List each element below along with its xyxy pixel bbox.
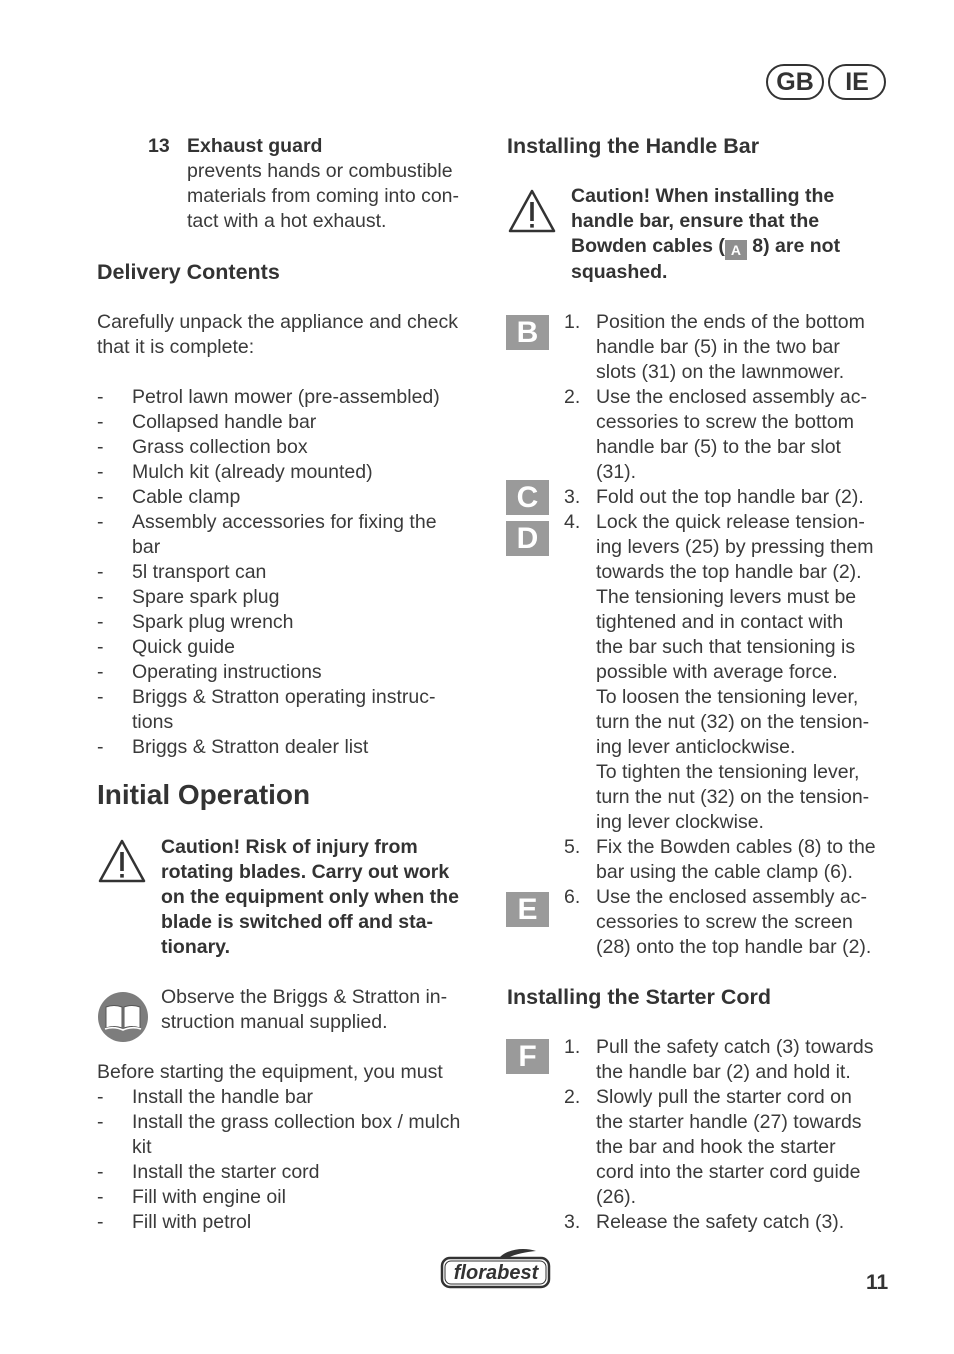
list-item: - Install the handle bar <box>97 1085 487 1110</box>
list-item: 2. Slowly pull the starter cord on the starter handle (27) towards the bar and hook the starter cord into the starter cord guide (26). <box>564 1086 862 1208</box>
florabest-logo <box>440 1248 552 1290</box>
figure-d-badge: D <box>506 521 549 556</box>
bowden-warning-text: Caution! When installing the handle bar, ensure that the Bowden cables ( A 8) are not squashed. <box>571 185 841 283</box>
item-description: prevents hands or combustible materials from coming into con- tact with a hot exhaust. <box>187 160 460 232</box>
list-item: - Fill with petrol <box>97 1210 487 1235</box>
initial-operation-heading: Initial Operation <box>97 779 311 810</box>
svg-text:florabest: florabest <box>453 1262 539 1284</box>
figure-a-badge: A <box>725 240 747 260</box>
list-item: - Install the grass collection box / mulch kit <box>97 1110 487 1160</box>
list-item: - Spare spark plug <box>97 585 487 610</box>
list-item: - 5l transport can <box>97 560 487 585</box>
list-item: - Quick guide <box>97 635 487 660</box>
warning-icon <box>97 838 147 884</box>
figure-e-badge: E <box>506 892 549 927</box>
list-item: - Mulch kit (already mounted) <box>97 460 487 485</box>
list-item: - Assembly accessories for fixing the bar <box>97 510 487 560</box>
starter-cord-steps <box>564 1035 904 1235</box>
delivery-intro: Carefully unpack the appliance and check that it is complete: <box>97 311 458 358</box>
list-item: - Cable clamp <box>97 485 487 510</box>
list-item: 2. Use the enclosed assembly ac- cessories to screw the bottom handle bar (5) to the bar slot (31). <box>564 386 867 483</box>
manual-book-icon <box>97 991 149 1043</box>
warning-icon <box>507 188 557 234</box>
list-item: 5. Fix the Bowden cables (8) to the bar using the cable clamp (6). <box>564 836 876 883</box>
list-item: 4. Lock the quick release tension- ing levers (25) by pressing them towards the top handle bar (2). The tensioning levers must be tightened and in contact with the bar such that tensioning is possible with average force. To loosen the tensioning lever, turn the nut (32) on the tension- ing lever anticlockwise. To tighten the tensioning lever, turn the nut (32) on the tension- ing lever clockwise. <box>564 511 874 833</box>
page-number: 11 <box>866 1271 889 1294</box>
manual-note: Observe the Briggs & Stratton in- struction manual supplied. <box>161 986 448 1033</box>
list-item: - Collapsed handle bar <box>97 410 487 435</box>
item-number: 13 <box>148 135 170 157</box>
figure-f-badge: F <box>506 1039 549 1074</box>
list-item: 3. Release the safety catch (3). <box>564 1211 845 1233</box>
language-badges <box>766 64 886 100</box>
handle-bar-steps <box>564 310 904 960</box>
preparation-list <box>97 1085 487 1235</box>
delivery-heading: Delivery Contents <box>97 260 280 284</box>
handle-bar-heading: Installing the Handle Bar <box>507 134 760 158</box>
list-item: - Operating instructions <box>97 660 487 685</box>
figure-c-badge: C <box>506 480 549 515</box>
list-item: - Briggs & Stratton dealer list <box>97 735 487 760</box>
list-item: 6. Use the enclosed assembly ac- cessories to screw the screen (28) onto the top handle bar (2). <box>564 886 872 958</box>
delivery-list <box>97 385 487 760</box>
list-item: - Petrol lawn mower (pre-assembled) <box>97 385 487 410</box>
lang-badge-gb: GB <box>766 64 824 100</box>
list-item: - Fill with engine oil <box>97 1185 487 1210</box>
before-starting-text: Before starting the equipment, you must <box>97 1061 443 1083</box>
starter-cord-heading: Installing the Starter Cord <box>507 985 772 1009</box>
item-title: Exhaust guard <box>187 135 323 157</box>
list-item: - Briggs & Stratton operating instruc- tions <box>97 685 487 735</box>
figure-b-badge: B <box>506 315 549 350</box>
list-item: 1. Pull the safety catch (3) towards the handle bar (2) and hold it. <box>564 1036 874 1083</box>
list-item: - Grass collection box <box>97 435 487 460</box>
list-item: 3. Fold out the top handle bar (2). <box>564 486 864 508</box>
lang-badge-ie: IE <box>828 64 886 100</box>
list-item: - Install the starter cord <box>97 1160 487 1185</box>
blade-warning-text: Caution! Risk of injury from rotating blades. Carry out work on the equipment only when the blade is switched off and sta- tionary. <box>161 836 459 958</box>
list-item: - Spark plug wrench <box>97 610 487 635</box>
list-item: 1. Position the ends of the bottom handle bar (5) in the two bar slots (31) on the lawnmower. <box>564 311 865 383</box>
